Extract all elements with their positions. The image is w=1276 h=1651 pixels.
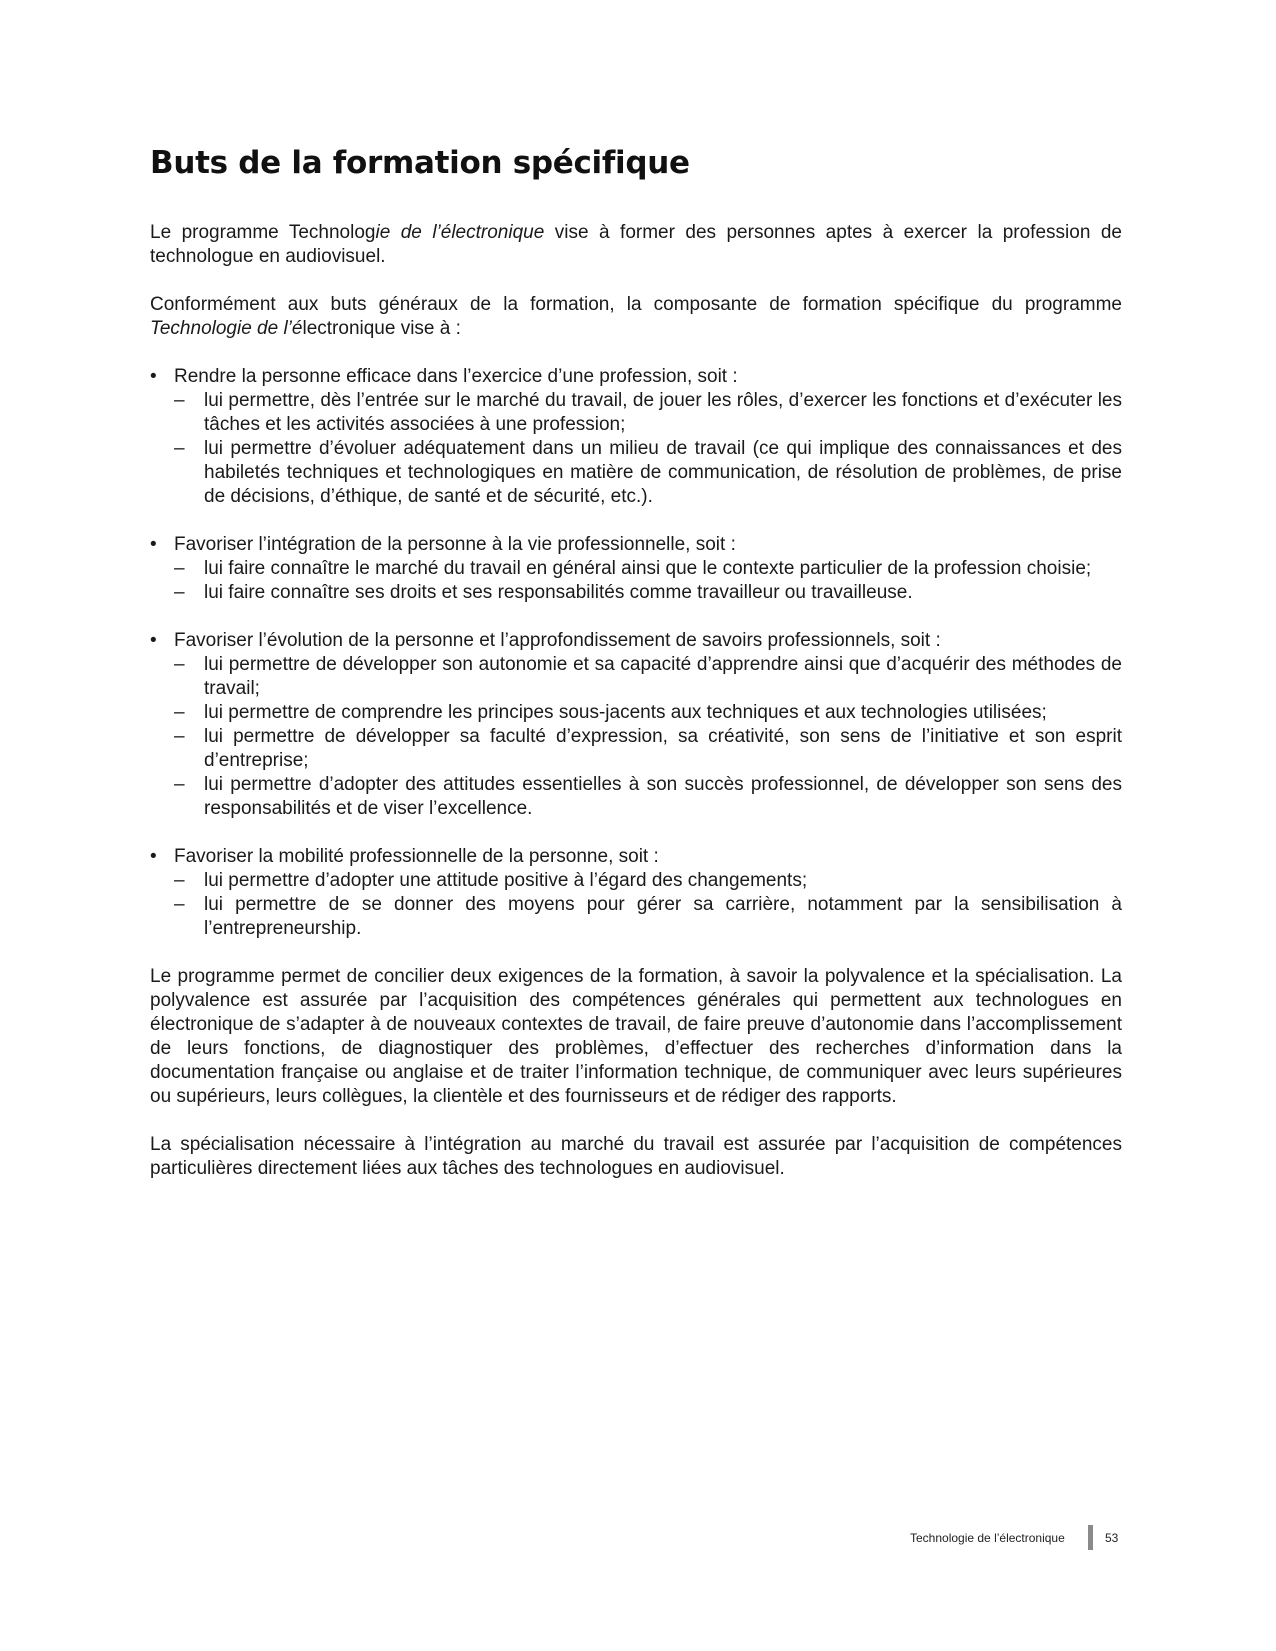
goal-sublist (150, 869, 1122, 941)
goal-subitem: – lui permettre, dès l’entrée sur le marché du travail, de jouer les rôles, d’exercer les fonctions et d’exécuter les tâches et les activités associées à une profession; (150, 389, 1122, 437)
page-marker-bar (1088, 1525, 1093, 1550)
closing-paragraph-2: La spécialisation nécessaire à l’intégration au marché du travail est assurée par l’acquisition de compétences particulières directement liées aux tâches des technologues en audiovisuel. (150, 1134, 1122, 1179)
document-page (150, 145, 1122, 1205)
goal-subitem: – lui faire connaître ses droits et ses responsabilités comme travailleur ou travailleuse. (150, 581, 1122, 605)
goal-subitem: – lui permettre de développer son autonomie et sa capacité d’apprendre ainsi que d’acquérir des méthodes de travail; (150, 653, 1122, 701)
goal-subitem: – lui faire connaître le marché du travail en général ainsi que le contexte particulier de la profession choisie; (150, 557, 1122, 581)
goal-title: • Rendre la personne efficace dans l’exercice d’une profession, soit : (150, 365, 1122, 389)
goal-item (150, 365, 1122, 509)
intro-p2-start: Conformément aux buts généraux de la formation, la composante de formation spécifique du programme (150, 294, 1122, 315)
goal-item (150, 533, 1122, 605)
intro-p1-end: vise à former des personnes aptes à exercer la profession de technologue en audiovisuel. (150, 222, 1122, 267)
goal-title: • Favoriser la mobilité professionnelle de la personne, soit : (150, 845, 1122, 869)
goal-sublist (150, 389, 1122, 509)
goal-title: • Favoriser l’évolution de la personne et l’approfondissement de savoirs professionnels, soit : (150, 629, 1122, 653)
goal-subitem: – lui permettre de développer sa faculté d’expression, sa créativité, son sens de l’initiative et son esprit d’entreprise; (150, 725, 1122, 773)
goal-subitem: – lui permettre d’évoluer adéquatement dans un milieu de travail (ce qui implique des connaissances et des habiletés techniques et technologiques en matière de communication, de résolution de problèmes, de prise de décisions, d’éthique, de santé et de sécurité, etc.). (150, 437, 1122, 509)
footer-program-name: Technologie de l’électronique (910, 1531, 1065, 1545)
goal-sublist (150, 557, 1122, 605)
intro-paragraph-2 (150, 293, 1122, 341)
page-title: Buts de la formation spécifique (150, 145, 690, 181)
goal-item (150, 845, 1122, 941)
intro-p2-end: lectronique vise à : (302, 318, 461, 339)
goal-subitem: – lui permettre d’adopter des attitudes essentielles à son succès professionnel, de développer son sens des responsabilités et de viser l’excellence. (150, 773, 1122, 821)
intro-paragraph-1 (150, 221, 1122, 269)
goal-subitem: – lui permettre d’adopter une attitude positive à l’égard des changements; (150, 869, 1122, 893)
goal-item (150, 629, 1122, 821)
goal-subitem: – lui permettre de se donner des moyens pour gérer sa carrière, notamment par la sensibilisation à l’entrepreneurship. (150, 893, 1122, 941)
intro-p1-start: Le programme Technolog (150, 222, 376, 243)
goal-sublist (150, 653, 1122, 821)
goals-list (150, 365, 1122, 941)
goal-subitem: – lui permettre de comprendre les principes sous-jacents aux techniques et aux technologies utilisées; (150, 701, 1122, 725)
intro-p2-italic: Technologie de l’é (150, 318, 303, 339)
goal-title: • Favoriser l’intégration de la personne à la vie professionnelle, soit : (150, 533, 1122, 557)
closing-paragraph-1: Le programme permet de concilier deux exigences de la formation, à savoir la polyvalence et la spécialisation. La polyvalence est assurée par l’acquisition des compétences générales qui permettent aux technologues en électronique de s’adapter à de nouveaux contextes de travail, de faire preuve d’autonomie dans l’accomplissement de leurs fonctions, de diagnostiquer des problèmes, d’effectuer des recherches d’information dans la documentation française ou anglaise et de traiter l’information technique, de communiquer avec leurs supérieures ou supérieurs, leurs collègues, la clientèle et des fournisseurs et de rédiger des rapports. (150, 966, 1122, 1107)
intro-p1-italic: ie de l’électronique (375, 222, 545, 243)
page-footer (910, 1531, 1119, 1545)
page-number: 53 (1105, 1531, 1119, 1545)
